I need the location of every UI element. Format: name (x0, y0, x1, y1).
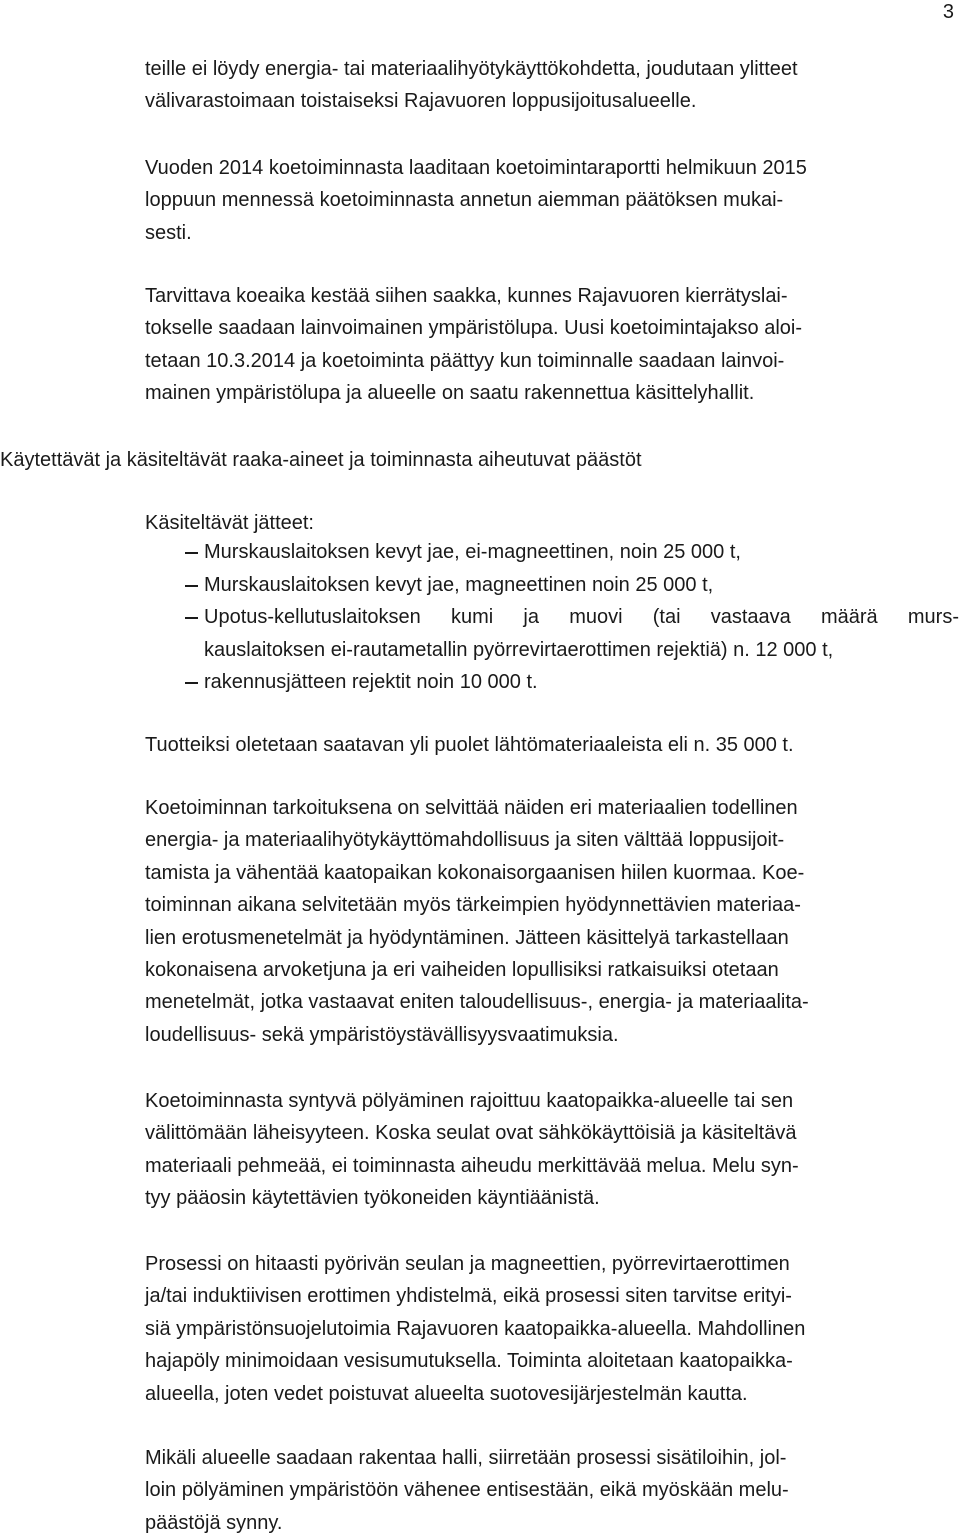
text-line: alueella, joten vedet poistuvat alueelta suotovesijärjestelmän kautta. (145, 1382, 748, 1405)
text-line: energia- ja materiaalihyötykäyttömahdollisuus ja siten välttää loppusijoit- (145, 829, 785, 852)
paragraph-purpose (145, 792, 959, 1051)
text-line: tamista ja vähentää kaatopaikan kokonaisorgaanisen hiilen kuormaa. Koe- (145, 861, 805, 884)
text-line: välittömään läheisyyteen. Koska seulat ovat sähkökäyttöisiä ja käsiteltävä (145, 1122, 797, 1145)
paragraph-intro-continued (145, 53, 959, 118)
paragraph-hall (145, 1442, 959, 1539)
text-line: siä ympäristönsuojelutoimia Rajavuoren kaatopaikka-alueella. Mahdollinen (145, 1317, 806, 1340)
text-line: Koetoiminnan tarkoituksena on selvittää näiden eri materiaalien todellinen (145, 797, 798, 819)
text-line: hajapöly minimoidaan vesisumutuksella. Toiminta aloitetaan kaatopaikka- (145, 1350, 793, 1373)
text-line: materiaali pehmeää, ei toiminnasta aiheudu merkittävää melua. Melu syn- (145, 1154, 799, 1177)
text-line: päästöjä synny. (145, 1511, 283, 1534)
text-line: Vuoden 2014 koetoiminnasta laaditaan koetoimintaraportti helmikuun 2015 (145, 157, 807, 179)
text-line: menetelmät, jotka vastaavat eniten taloudellisuus-, energia- ja materiaalita- (145, 991, 809, 1014)
list-item (185, 601, 959, 666)
text-line: Prosessi on hitaasti pyörivän seulan ja magneettien, pyörrevirtaerottimen (145, 1253, 790, 1275)
text-line: sesti. (145, 221, 192, 244)
text-line: ja/tai induktiivisen erottimen yhdistelmä, eikä prosessi siten tarvitse erityi- (145, 1285, 792, 1308)
paragraph-products (145, 729, 959, 761)
text-line: Koetoiminnasta syntyvä pölyäminen rajoittuu kaatopaikka-alueelle tai sen (145, 1090, 794, 1112)
text-line: tetaan 10.3.2014 ja koetoiminta päättyy kun toiminnalle saadaan lainvoi- (145, 349, 785, 372)
text-line: loin pölyäminen ympäristöön vähenee entisestään, eikä myöskään melu- (145, 1479, 789, 1502)
text-line: tyy pääosin käytettävien työkoneiden käyntiäänistä. (145, 1187, 600, 1210)
text-line: loudellisuus- sekä ympäristöystävällisyysvaatimuksia. (145, 1023, 619, 1046)
text-line: rakennusjätteen rejektit noin 10 000 t. (204, 671, 538, 694)
text-line: Tuotteiksi oletetaan saatavan yli puolet lähtömateriaaleista eli n. 35 000 t. (145, 734, 794, 756)
text-line: Tarvittava koeaika kestää siihen saakka, kunnes Rajavuoren kierrätyslai- (145, 285, 788, 307)
text-line: Murskauslaitoksen kevyt jae, ei-magneettinen, noin 25 000 t, (204, 541, 741, 563)
text-line: Murskauslaitoksen kevyt jae, magneettinen noin 25 000 t, (204, 573, 714, 596)
paragraph-duration (145, 280, 959, 410)
list-item (185, 666, 959, 699)
paragraph-process (145, 1248, 959, 1410)
text-line: Upotus-kellutuslaitoksen kumi ja muovi (tai vastaava määrä murs- (204, 606, 959, 629)
text-line: kauslaitoksen ei-rautametallin pyörrevirtaerottimen rejektiä) n. 12 000 t, (204, 638, 834, 661)
dash-bullet-icon (185, 585, 198, 587)
paragraph-dust (145, 1085, 959, 1215)
list-item (185, 569, 959, 602)
list-item (185, 536, 959, 569)
text-line: teille ei löydy energia- tai materiaalihyötykäyttökohdetta, joudutaan ylitteet (145, 58, 798, 80)
text-line: välivarastoimaan toistaiseksi Rajavuoren loppusijoitusalueelle. (145, 90, 697, 113)
dash-bullet-icon (185, 617, 198, 619)
paragraph-report (145, 152, 959, 249)
page-number: 3 (942, 1, 954, 23)
text-line: loppuun mennessä koetoiminnasta annetun aiemman päätöksen mukai- (145, 189, 784, 212)
waste-list-title: Käsiteltävät jätteet: (145, 512, 314, 534)
text-line: Mikäli alueelle saadaan rakentaa halli, siirretään prosessi sisätiloihin, jol- (145, 1447, 787, 1469)
text-line: lien erotusmenetelmät ja hyödyntäminen. Jätteen käsittelyä tarkastellaan (145, 926, 789, 949)
text-line: toiminnan aikana selvitetään myös tärkeimpien hyödynnettävien materiaa- (145, 894, 801, 917)
waste-list (185, 536, 959, 699)
section-heading: Käytettävät ja käsiteltävät raaka-aineet ja toiminnasta aiheutuvat päästöt (0, 449, 642, 471)
dash-bullet-icon (185, 552, 198, 554)
text-line: mainen ympäristölupa ja alueelle on saatu rakennettua käsittelyhallit. (145, 382, 755, 405)
text-line: tokselle saadaan lainvoimainen ympäristölupa. Uusi koetoimintajakso aloi- (145, 317, 803, 340)
text-line: kokonaisena arvoketjuna ja eri vaiheiden lopullisiksi ratkaisuiksi otetaan (145, 959, 779, 982)
dash-bullet-icon (185, 682, 198, 684)
